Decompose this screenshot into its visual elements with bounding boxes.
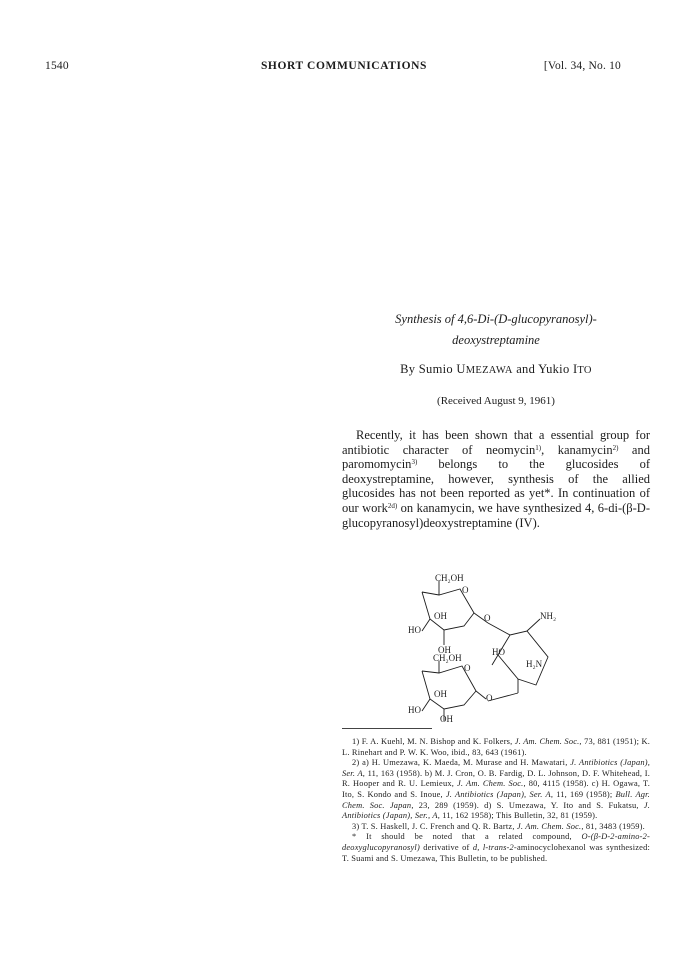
ho-bottom-label: HO — [408, 705, 421, 715]
title-line-1: Synthesis of 4,6-Di-(D-glucopyranosyl)- — [395, 312, 597, 326]
oh-top-inner-label: OH — [434, 611, 447, 621]
footnote-asterisk: * It should be noted that a related compound, O-(β-D-2-amino-2-deoxyglucopyranosyl) derivative of d, l-trans-2-aminocyclohexanol was synthesized: T. Suami and S. Umezawa, This Bulletin, to be published. — [342, 832, 651, 863]
oh-bottom-inner-label: OH — [434, 689, 447, 699]
link-oxygen-bottom-label: O — [486, 693, 493, 703]
article-title — [342, 309, 650, 351]
author-2: Yukio ITO — [538, 362, 592, 376]
citation-3: 3) — [411, 458, 418, 467]
ho-center-label: HO — [492, 647, 505, 657]
oh-top-bottom-label: OH — [438, 645, 451, 655]
received-date: (Received August 9, 1961) — [437, 395, 555, 407]
reference-2: 2) a) H. Umezawa, K. Maeda, M. Murase and H. Mawatari, J. Antibiotics (Japan), Ser. A, 11, 163 (1958). b) M. J. Cron, O. B. Fardig, D. L. Johnson, D. F. Whitehead, I. R. Hooper and R. U. Lemieux, J. Am. Chem. Soc., 80, 4115 (1958). c) H. Ogawa, T. Ito, S. Kondo and S. Inoue, J. Antibiotics (Japan), Ser. A, 11, 169 (1958); Bull. Agr. Chem. Soc. Japan, 23, 289 (1959). d) S. Umezawa, Y. Ito and S. Fukatsu, J. Antibiotics (Japan), Ser., A, 11, 162 1958); This Bulletin, 32, 81 (1959). — [342, 758, 651, 821]
author-1: Sumio UMEZAWA — [418, 362, 513, 376]
volume-info: [Vol. 34, No. 10 — [543, 60, 621, 72]
nh2-label: NH₂ — [540, 611, 557, 621]
citation-1: 1) — [535, 443, 542, 452]
chemical-structure — [400, 573, 580, 723]
ring-oxygen-top-label: O — [462, 585, 469, 595]
ring-oxygen-bottom-label: O — [464, 663, 471, 673]
h2n-label: H₂N — [526, 659, 543, 669]
link-oxygen-top-label: O — [484, 613, 491, 623]
citation-2d: 2d) — [387, 501, 398, 510]
title-line-2: deoxystreptamine — [452, 333, 540, 347]
reference-3: 3) T. S. Haskell, J. C. French and Q. R. Bartz, J. Am. Chem. Soc., 81, 3483 (1959). — [352, 821, 645, 831]
ch2oh-top-label: CH₂OH — [435, 573, 464, 583]
ho-top-label: HO — [408, 625, 421, 635]
footnote-rule — [342, 728, 432, 729]
ch2oh-bottom-label: CH₂OH — [433, 653, 462, 663]
reference-1: 1) F. A. Kuehl, M. N. Bishop and K. Folkers, J. Am. Chem. Soc., 73, 881 (1951); K. L. Rinehart and P. W. K. Woo, ibid., 83, 643 (1961). — [342, 737, 650, 757]
by-word: By — [400, 362, 416, 376]
running-title: SHORT COMMUNICATIONS — [260, 60, 428, 72]
oh-bottom-bottom-label: OH — [440, 714, 453, 723]
and-word: and — [516, 362, 536, 376]
byline — [342, 362, 650, 377]
page-number: 1540 — [45, 60, 69, 72]
body-paragraph: Recently, it has been shown that a essential group for antibiotic character of neomycin$^{1)}$, kanamycin$^{2)}$ and paromomycin$^{3)}$ belongs to the glucosides of deoxystreptamine, however, synthesis of the allied glucosides has not been reported as yet*. In continuation of our work$^{2d)}$ on kanamycin, we have synthesized 4, 6-di-(β-D-glucopyranosyl)deoxystreptamine (IV). — [342, 428, 650, 530]
references — [342, 737, 650, 864]
citation-2: 2) — [612, 443, 619, 452]
